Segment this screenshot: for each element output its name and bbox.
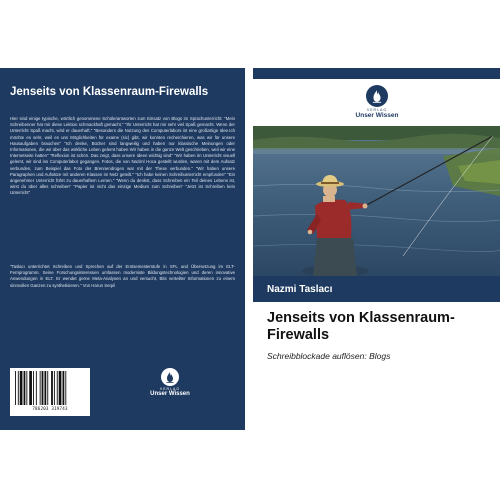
front-cover-top-band bbox=[253, 68, 500, 79]
publisher-emblem bbox=[366, 85, 388, 107]
back-cover bbox=[0, 68, 245, 430]
publisher-verlag-label: VERLAG bbox=[159, 387, 181, 391]
isbn-digits: 786203 319743 bbox=[32, 406, 68, 411]
flame-icon bbox=[371, 89, 383, 103]
front-cover-title: Jenseits von Klassenraum-Firewalls bbox=[267, 310, 455, 343]
back-cover-author-bio: "Taslacı unterrichtet Schreiben und Sprechen auf der Erstsemesterstufe in SFL und Übersetzung im ELT-Fernprogramm. Seine Forschungsinteressen umfassen moderniste Bildungstechnologien und deren innovative Anwendungen in ELT. Er wendet gerne Meta-Analysen an und versucht, Bits verteilter Informationen zu einem sinnvollen Ganzen zu synthetisieren." Von Harun Serpil bbox=[10, 264, 235, 288]
back-publisher-logo bbox=[142, 368, 198, 397]
front-publisher-logo bbox=[349, 85, 405, 119]
front-cover-subtitle: Schreibblockade auflösen: Blogs bbox=[267, 351, 391, 361]
publisher-name: Unser Wissen bbox=[150, 391, 190, 397]
publisher-verlag-label: VERLAG bbox=[366, 108, 388, 112]
flame-icon bbox=[165, 371, 175, 383]
cover-photo-fly-fisher bbox=[253, 126, 500, 276]
isbn-barcode bbox=[10, 368, 90, 416]
fly-fishing-illustration bbox=[253, 126, 500, 276]
author-band bbox=[253, 276, 500, 302]
publisher-emblem bbox=[161, 368, 179, 386]
author-name: Nazmi Taslacı bbox=[267, 283, 333, 295]
barcode-icon bbox=[14, 371, 86, 405]
front-cover bbox=[253, 68, 500, 430]
publisher-name: Unser Wissen bbox=[355, 112, 399, 119]
back-cover-title: Jenseits von Klassenraum-Firewalls bbox=[10, 86, 209, 98]
back-cover-blurb: Hier sind einige typische, wörtlich genommene Schülerantworten zum Einsatz von Blogs im Sprachunterricht: "Mein Schreibenner hat mir diese Lektion schmackhaft gemacht." "Ihr Unterricht hat mir sehr viel Spaß gemacht. Wenn der Unterricht Spaß macht, wird er dauerhaft." "Besonders die Nutzung des Computerlabors ist eine großartige Idee.Ich möchte es sehr, weil es uns Möglichkeiten für exame (sic) gibt, wir konnten recherchieren, was wir für unsere Hausaufgaben brauchen" "Ich denke, Bücher sind langweilig und haben nur klassische Meinungen oder Informationen, die wir über das wirkliche Leben gelernt haben Wir haben in die ganze Welt geschrieben, weil wir eine Internetseite hatten" "Reflexion ist schön. Das zeigt, dass unsere Ideen wichtig sind" "Wir haben im Unterricht visuell gelernt, wir sind ins Computerlabor gegangen. Fotos, die von Naziml Hoca gestellt wurden, waren mit dem Aufsatz verbunden, zum Beispiel das Foto der Brennendrogen war mit der These verbunden." "Wir haben unsere Paragraphen und Aufsätze mit anderen Klassen im Netz geteilt." "Ich habe keinen Schreibunterricht empfunden" "Ein angenehmer Unterricht führt zu dauerhaftem Lernen." "Wenn du denkst, dass Schreiben ein Teil deines Lebens ist, wirst du über alles schreiben" "Papier ist nicht das einzige Medium zum Schreiben" "Jetzt ist Schreiben kein Unterricht" bbox=[10, 116, 235, 196]
